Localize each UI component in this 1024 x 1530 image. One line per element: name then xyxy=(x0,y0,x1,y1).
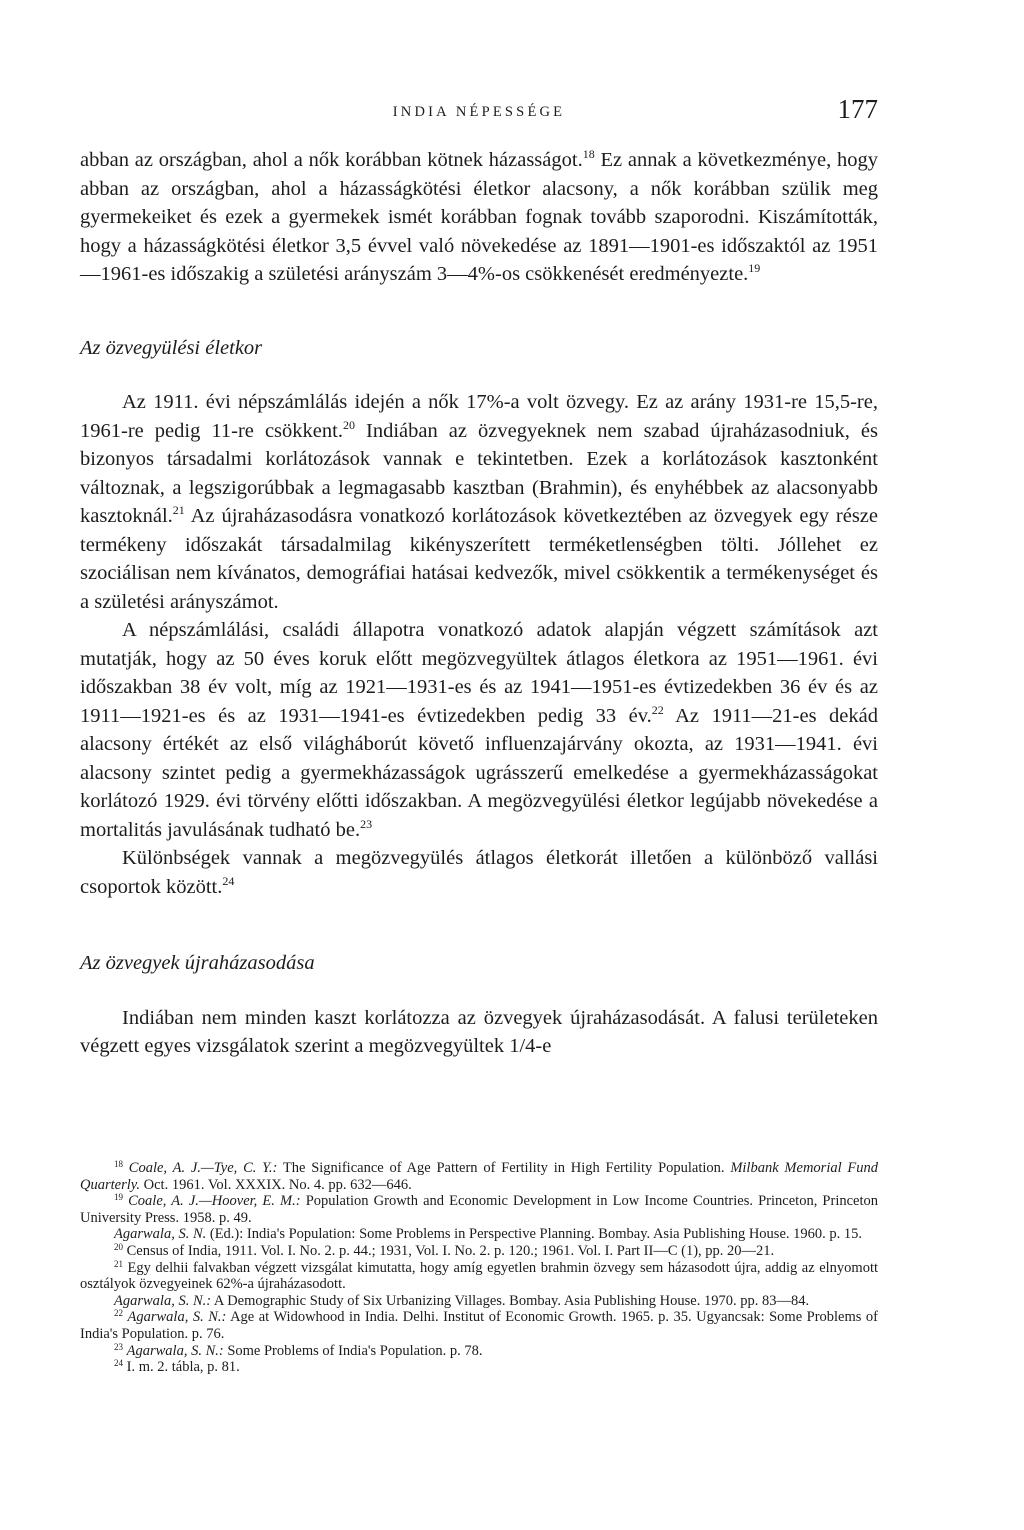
footnote-authors: Agarwala, S. N.: xyxy=(127,1309,227,1326)
footnote-authors: Agarwala, S. N. xyxy=(114,1226,207,1243)
footnote-text: I. m. 2. tábla, p. 81. xyxy=(126,1359,240,1376)
footnote-number: 23 xyxy=(114,1341,123,1352)
paragraph-text: abban az országban, ahol a nők korábban kötnek házasságot. xyxy=(80,149,583,171)
paragraph-text: Az 1911. évi népszámlálás idején a nők 17%-a volt özvegy. Ez az arány 1931-re 15,5-re, 1961-re pedig 11-re csökkent. xyxy=(80,391,878,442)
footnote-ref: 24 xyxy=(222,873,235,888)
footnote xyxy=(80,1343,878,1360)
body-text xyxy=(80,146,878,1061)
running-title: INDIA NÉPESSÉGE xyxy=(392,104,566,120)
footnote-authors: Coale, A. J.—Hoover, E. M.: xyxy=(128,1193,301,1210)
paragraph-text: Az újraházasodásra vonatkozó korlátozások következtében az özvegyek egy része termékeny időszakát társadalmilag kikényszerített terméketlenségben tölti. Jóllehet ez szociálisan nem kívánatos, demográfiai hatásai kedvezők, mivel csökkentik a termékenységet és a születési arányszámot. xyxy=(80,505,878,613)
footnote-text: Oct. 1961. Vol. XXXIX. No. 4. pp. 632—646. xyxy=(140,1176,412,1193)
footnote-number: 18 xyxy=(114,1159,123,1169)
footnote xyxy=(80,1193,878,1226)
footnote-text: Census of India, 1911. Vol. I. No. 2. p. 44.; 1931, Vol. I. No. 2. p. 120.; 1961. Vol. I. Part II—C (1), pp. 20—21. xyxy=(126,1242,775,1259)
page-number: 177 xyxy=(837,94,878,124)
footnote xyxy=(80,1260,878,1293)
paragraph-text: Az 1911—21-es dekád alacsony értékét az első világháborút követő influenzajárvány okozta, az 1931—1941. évi alacsony szintet pedig a gyermekházasságok ugrásszerű emelkedése a gyermekházasságokat korlátozó 1929. évi törvény előtti időszakban. A megözvegyülési életkor legújabb növekedése a mortalitás javulásának tudható be. xyxy=(80,704,878,841)
paragraph-4 xyxy=(80,844,878,901)
footnote-text: The Significance of Age Pattern of Fertility in High Fertility Population. xyxy=(277,1160,731,1176)
footnote-ref: 18 xyxy=(582,147,595,161)
section-heading-widow-age: Az özvegyülési életkor xyxy=(80,336,263,359)
footnote-text: A Demographic Study of Six Urbanizing Villages. Bombay. Asia Publishing House. 1970. pp. 83—84. xyxy=(211,1292,810,1309)
footnote-authors: Agarwala, S. N.: xyxy=(126,1342,224,1359)
footnote-number: 24 xyxy=(114,1358,123,1369)
footnote xyxy=(80,1160,878,1193)
footnote xyxy=(80,1293,878,1310)
paragraph-text: Indiában nem minden kaszt korlátozza az özvegyek újraházasodását. A falusi területeken végzett egyes vizsgálatok szerint a megözvegyültek 1/4-e xyxy=(80,1006,878,1057)
paragraph-2 xyxy=(80,388,878,616)
paragraph-5 xyxy=(80,1004,878,1061)
footnote-text: (Ed.): India's Population: Some Problems in Perspective Planning. Bombay. Asia Publishing House. 1960. p. 15. xyxy=(206,1226,862,1243)
footnote-journal: Milbank Memorial Fund Quarterly. xyxy=(80,1160,879,1193)
footnote-ref: 22 xyxy=(651,702,664,717)
footnote-authors: Coale, A. J.—Tye, C. Y.: xyxy=(128,1160,278,1176)
footnote-text: Egy delhii falvakban végzett vizsgálat kimutatta, hogy amíg egyetlen brahmin özvegy sem házasodott újra, addig az elnyomott osztályok özvegyeinek 62%-a újraházasodott. xyxy=(80,1259,878,1293)
footnote xyxy=(80,1309,878,1342)
footnote-number: 19 xyxy=(114,1192,123,1203)
paragraph-text: Indiában az özvegyeknek nem szabad újraházasodniuk, és bizonyos társadalmi korlátozások vannak e tekintetben. Ezek a korlátozások kasztonként változnak, a legszigorúbbak a legmagasabb kasztban (Brahmin), és enyhébbek az alacsonyabb kasztoknál. xyxy=(80,419,878,527)
footnote-text: Population Growth and Economic Development in Low Income Countries. Princeton, Princeton University Press. 1958. p. 49. xyxy=(80,1193,879,1226)
footnote-text: Age at Widowhood in India. Delhi. Institut of Economic Growth. 1965. p. 35. Ugyancsak: Some Problems of India's Population. p. 76. xyxy=(80,1309,879,1342)
footnote-ref: 21 xyxy=(172,503,185,517)
footnote xyxy=(80,1243,878,1260)
footnote-ref: 20 xyxy=(342,417,355,432)
footnotes xyxy=(80,1160,878,1376)
paragraph-text: Ez annak a következménye, hogy abban az országban, ahol a házasságkötési életkor alacsony, a nők korábban szülik meg gyermekeiket és ezek a gyermekek ismét korábban fognak tovább szaporodni. Kiszámították, hogy a házasságkötési életkor 3,5 évvel való növekedése az 1891—1901-es időszaktól az 1951—1961-es időszakig a születési arányszám 3—4%-os csökkenését eredményezte. xyxy=(80,149,878,285)
paragraph-text: A népszámlálási, családi állapotra vonatkozó adatok alapján végzett számítások azt mutatják, hogy az 50 éves koruk előtt megözvegyültek átlagos életkora az 1951—1961. évi időszakban 38 év volt, míg az 1921—1931-es és az 1941—1951-es évtizedekben 36 év és az 1911—1921-es és az 1931—1941-es évtizedekben pedig 33 év. xyxy=(80,619,878,727)
footnote-ref: 19 xyxy=(748,261,761,275)
paragraph-1 xyxy=(80,146,878,289)
footnote-number: 22 xyxy=(114,1308,123,1319)
footnote-number: 21 xyxy=(114,1258,123,1269)
footnote xyxy=(80,1359,878,1376)
footnote-text: Some Problems of India's Population. p. 78. xyxy=(223,1342,483,1359)
paragraph-3 xyxy=(80,616,878,844)
footnote-authors: Agarwala, S. N.: xyxy=(114,1292,212,1309)
footnote-ref: 23 xyxy=(360,816,373,831)
footnote xyxy=(80,1226,878,1243)
page-header xyxy=(80,94,878,134)
section-heading-remarriage: Az özvegyek újraházasodása xyxy=(80,952,315,974)
footnote-number: 20 xyxy=(114,1241,123,1252)
paragraph-text: Különbségek vannak a megözvegyülés átlagos életkorát illetően a különböző vallási csoportok között. xyxy=(80,847,878,898)
